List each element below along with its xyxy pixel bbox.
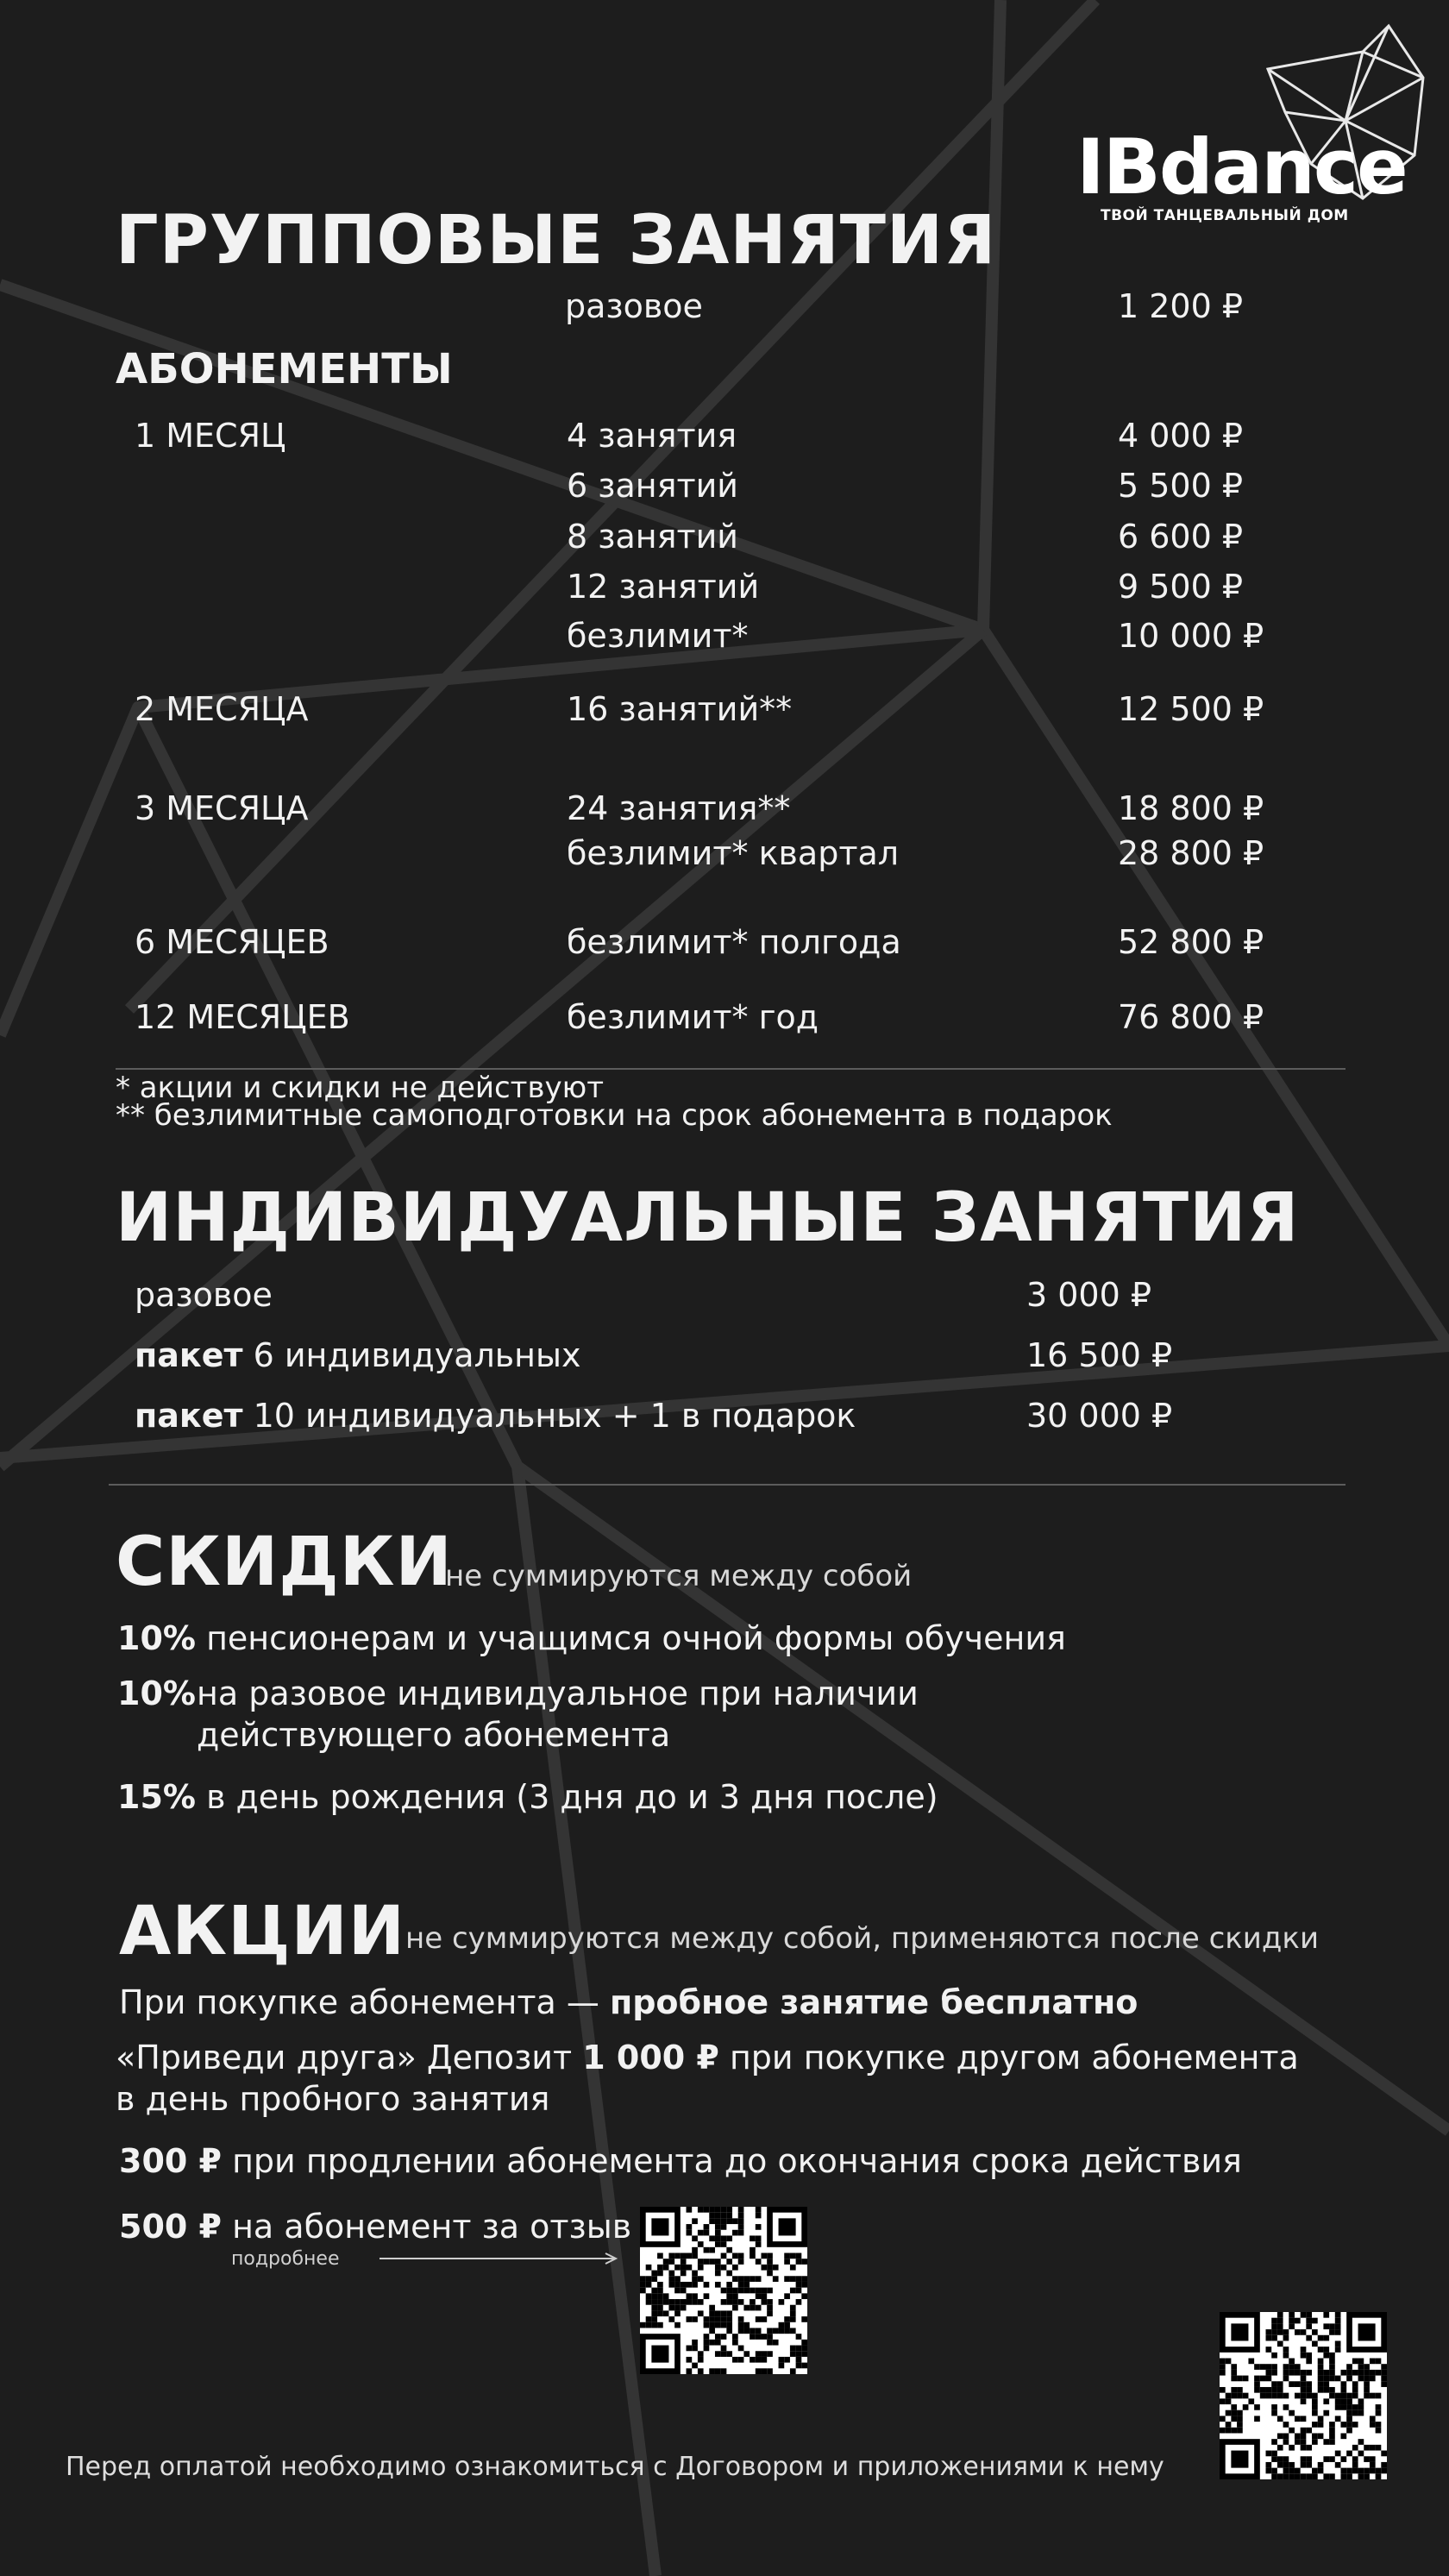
promo-friend: «Приведи друга» Депозит 1 000 ₽ при покупке другом абонемента bbox=[116, 2039, 1299, 2077]
item-label: безлимит* bbox=[567, 617, 749, 655]
promo-renew-amount: 300 ₽ bbox=[119, 2142, 222, 2180]
item-label: безлимит* год bbox=[567, 998, 819, 1036]
item-label: 6 занятий bbox=[567, 467, 738, 505]
discounts-subtitle: не суммируются между собой bbox=[445, 1559, 913, 1593]
promos-title: АКЦИИ bbox=[119, 1893, 406, 1970]
divider bbox=[109, 1484, 1346, 1486]
item-price: 4 000 ₽ bbox=[1118, 417, 1244, 455]
footnote-2: ** безлимитные самоподготовки на срок абонемента в подарок bbox=[116, 1098, 1113, 1133]
discount-text: пенсионерам и учащимся очной формы обучения bbox=[206, 1619, 1066, 1657]
item-label: 8 занятий bbox=[567, 518, 738, 556]
item-price: 52 800 ₽ bbox=[1118, 923, 1264, 961]
period-name: 2 МЕСЯЦА bbox=[135, 690, 309, 728]
qr-code-icon bbox=[1220, 2312, 1387, 2479]
qr-code-icon bbox=[640, 2207, 807, 2374]
item-price: 9 500 ₽ bbox=[1118, 568, 1244, 606]
discount-text: на разовое индивидуальное при наличии bbox=[197, 1674, 919, 1712]
individual-title: ИНДИВИДУАЛЬНЫЕ ЗАНЯТИЯ bbox=[116, 1179, 1300, 1257]
period-name: 3 МЕСЯЦА bbox=[135, 789, 309, 827]
item-label: 4 занятия bbox=[567, 417, 737, 455]
item-price: 18 800 ₽ bbox=[1118, 789, 1264, 827]
logo-tagline: ТВОЙ ТАНЦЕВАЛЬНЫЙ ДОМ bbox=[1101, 207, 1349, 224]
item-label: 24 занятия** bbox=[567, 789, 791, 827]
promo-friend-line2: в день пробного занятия bbox=[116, 2080, 550, 2118]
period-name: 6 МЕСЯЦЕВ bbox=[135, 923, 329, 961]
promo-review-amount: 500 ₽ bbox=[119, 2208, 222, 2246]
promos-subtitle: не суммируются между собой, применяются после скидки bbox=[405, 1921, 1320, 1956]
arrow-right-icon bbox=[380, 2252, 623, 2265]
package-label: пакет bbox=[135, 1397, 243, 1435]
item-label: безлимит* квартал bbox=[567, 834, 900, 872]
discount-text: в день рождения (3 дня до и 3 дня после) bbox=[206, 1778, 938, 1816]
item-label: 12 занятий bbox=[567, 568, 760, 606]
item-price: 5 500 ₽ bbox=[1118, 467, 1244, 505]
individual-row-price: 3 000 ₽ bbox=[1026, 1276, 1152, 1314]
group-single-price: 1 200 ₽ bbox=[1118, 287, 1244, 325]
footnote-1: * акции и скидки не действуют bbox=[116, 1071, 605, 1105]
more-label[interactable]: подробнее bbox=[231, 2248, 340, 2270]
package-text: 10 индивидуальных + 1 в подарок bbox=[242, 1397, 856, 1435]
package-label: пакет bbox=[135, 1336, 243, 1374]
discount-percent: 10% bbox=[117, 1619, 196, 1657]
period-name: 12 МЕСЯЦЕВ bbox=[135, 998, 350, 1036]
item-price: 12 500 ₽ bbox=[1118, 690, 1264, 728]
individual-row-label: разовое bbox=[135, 1276, 273, 1314]
individual-row-price: 16 500 ₽ bbox=[1026, 1336, 1173, 1374]
item-price: 76 800 ₽ bbox=[1118, 998, 1264, 1036]
period-name: 1 МЕСЯЦ bbox=[135, 417, 286, 455]
individual-row-price: 30 000 ₽ bbox=[1026, 1397, 1173, 1435]
item-price: 10 000 ₽ bbox=[1118, 617, 1264, 655]
promo-trial: При покупке абонемента — пробное занятие бесплатно bbox=[119, 1983, 1138, 2021]
item-price: 28 800 ₽ bbox=[1118, 834, 1264, 872]
group-single-label: разовое bbox=[565, 287, 703, 325]
discount-percent: 10% bbox=[117, 1674, 196, 1712]
discount-text-line2: действующего абонемента bbox=[197, 1716, 671, 1754]
divider bbox=[116, 1068, 1346, 1070]
footer-text: Перед оплатой необходимо ознакомиться с Договором и приложениями к нему bbox=[66, 2452, 1164, 2482]
discount-item bbox=[117, 1619, 1066, 1657]
promo-trial-highlight: пробное занятие бесплатно bbox=[609, 1983, 1138, 2021]
review-qr-code[interactable] bbox=[640, 2207, 807, 2374]
promo-review: 500 ₽ на абонемент за отзыв bbox=[119, 2208, 632, 2246]
item-label: 16 занятий** bbox=[567, 690, 793, 728]
package-text: 6 индивидуальных bbox=[242, 1336, 581, 1374]
group-title: ГРУППОВЫЕ ЗАНЯТИЯ bbox=[116, 202, 997, 280]
subscriptions-title: АБОНЕМЕНТЫ bbox=[116, 345, 453, 393]
discounts-title: СКИДКИ bbox=[116, 1524, 453, 1601]
individual-row-label bbox=[135, 1336, 581, 1374]
promo-renew: 300 ₽ при продлении абонемента до окончания срока действия bbox=[119, 2142, 1242, 2180]
contract-qr-code[interactable] bbox=[1220, 2312, 1387, 2479]
promo-friend-amount: 1 000 ₽ bbox=[582, 2039, 719, 2077]
individual-row-label bbox=[135, 1397, 856, 1435]
item-price: 6 600 ₽ bbox=[1118, 518, 1244, 556]
logo-text: IBdance bbox=[1076, 123, 1407, 211]
item-label: безлимит* полгода bbox=[567, 923, 901, 961]
discount-item bbox=[117, 1778, 938, 1816]
discount-percent: 15% bbox=[117, 1778, 196, 1816]
